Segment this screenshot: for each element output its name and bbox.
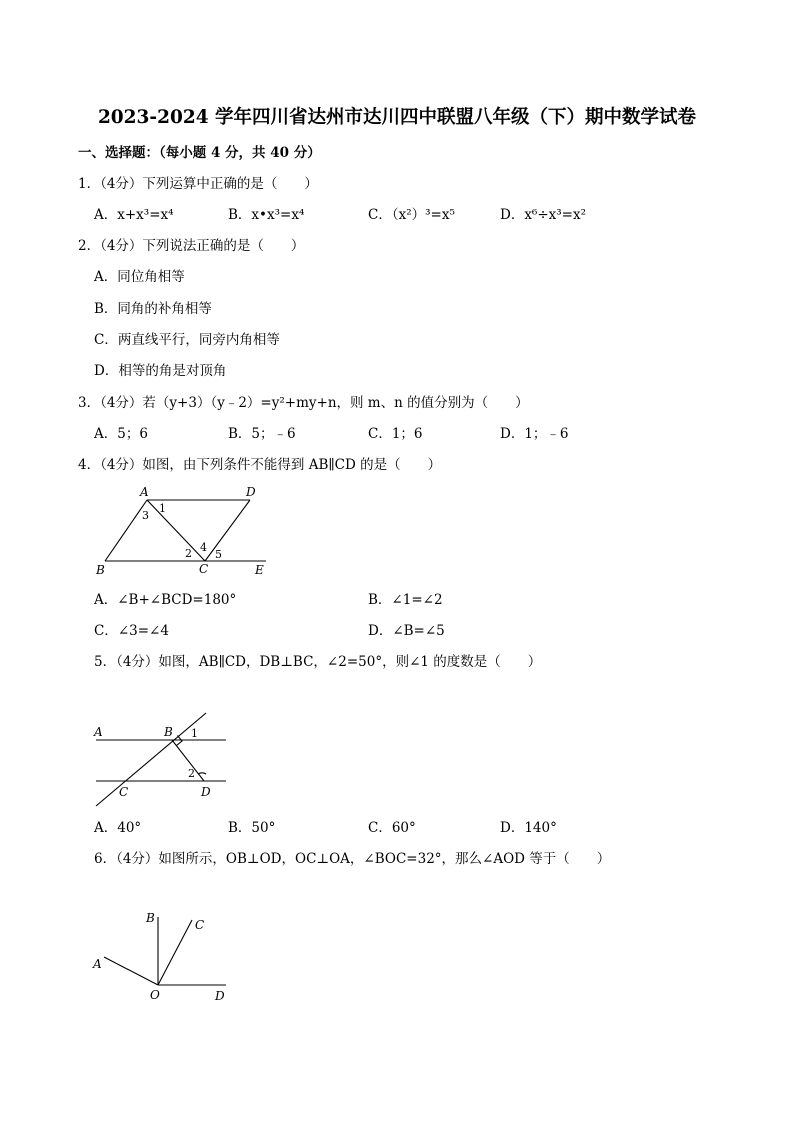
label-a: A xyxy=(94,725,103,739)
question-4-stem: 4．（4分）如图，由下列条件不能得到 AB∥CD 的是（ ） xyxy=(78,457,442,473)
transversal-bc xyxy=(96,713,206,806)
question-6-stem: 6．（4分）如图所示，OB⊥OD，OC⊥OA，∠BOC=32°，那么∠AOD 等于（ ） xyxy=(94,851,611,867)
page-title: 2023-2024 学年四川省达州市达川四中联盟八年级（下）期中数学试卷 xyxy=(97,107,697,128)
question-5-option-b: B．50° xyxy=(228,820,276,836)
question-3-option-a: A．5；6 xyxy=(94,426,148,442)
question-3-option-d: D．1；﹣6 xyxy=(500,426,569,442)
question-5-option-c: C．60° xyxy=(368,820,416,836)
question-5-option-d: D．140° xyxy=(500,820,557,836)
label-o: O xyxy=(150,988,160,1002)
question-4-option-b: B．∠1=∠2 xyxy=(368,592,443,608)
question-4-option-c: C．∠3=∠4 xyxy=(94,623,169,639)
section-heading: 一、选择题：（每小题 4 分，共 40 分） xyxy=(78,145,321,161)
ray-oc xyxy=(158,920,192,985)
question-5-figure xyxy=(88,705,238,810)
question-2-option-a: A．同位角相等 xyxy=(94,269,185,285)
question-1-option-b: B．x•x³=x⁴ xyxy=(228,207,305,223)
question-1-option-d: D．x⁶÷x³=x² xyxy=(500,207,587,223)
question-1-stem: 1．（4分）下列运算中正确的是（ ） xyxy=(78,176,318,192)
angle-2-arc xyxy=(198,773,206,774)
label-d: D xyxy=(201,785,211,799)
segment-ac xyxy=(147,500,205,561)
label-a: A xyxy=(140,485,149,499)
question-3-option-b: B．5；﹣6 xyxy=(228,426,296,442)
question-5-option-a: A．40° xyxy=(94,820,142,836)
label-b: B xyxy=(96,563,105,577)
angle-label-4: 4 xyxy=(200,541,207,554)
question-3-option-c: C．1；6 xyxy=(368,426,423,442)
angle-label-3: 3 xyxy=(142,509,149,522)
question-1-option-a: A．x+x³=x⁴ xyxy=(94,207,174,223)
label-b: B xyxy=(146,911,155,925)
question-5-stem: 5．（4分）如图，AB∥CD，DB⊥BC，∠2=50°，则∠1 的度数是（ ） xyxy=(94,654,542,670)
question-4-figure xyxy=(88,480,278,580)
question-2-option-c: C．两直线平行，同旁内角相等 xyxy=(94,332,280,348)
label-c: C xyxy=(119,785,129,799)
question-4-option-a: A．∠B+∠BCD=180° xyxy=(94,592,237,608)
segment-ab xyxy=(105,500,147,561)
question-3-stem: 3．（4分）若（y+3）（y﹣2）=y²+my+n，则 m、n 的值分别为（ ） xyxy=(78,395,529,411)
angle-label-1: 1 xyxy=(191,727,198,740)
question-2-option-d: D．相等的角是对顶角 xyxy=(94,363,227,379)
label-c: C xyxy=(195,918,205,932)
question-4-option-d: D．∠B=∠5 xyxy=(368,623,445,639)
label-d: D xyxy=(215,989,225,1003)
label-e: E xyxy=(255,563,264,577)
segment-dc xyxy=(205,500,250,561)
question-1-option-c: C．（x²）³=x⁵ xyxy=(368,207,455,223)
label-d: D xyxy=(246,485,256,499)
question-2-option-b: B．同角的补角相等 xyxy=(94,301,212,317)
label-a: A xyxy=(93,957,102,971)
angle-label-5: 5 xyxy=(215,548,222,561)
angle-label-1: 1 xyxy=(159,502,166,515)
question-2-stem: 2．（4分）下列说法正确的是（ ） xyxy=(78,238,305,254)
label-c: C xyxy=(199,562,209,576)
question-6-figure xyxy=(88,905,238,1005)
angle-label-2: 2 xyxy=(188,767,195,780)
label-b: B xyxy=(164,725,173,739)
angle-label-2: 2 xyxy=(185,547,192,560)
ray-oa xyxy=(104,957,158,985)
